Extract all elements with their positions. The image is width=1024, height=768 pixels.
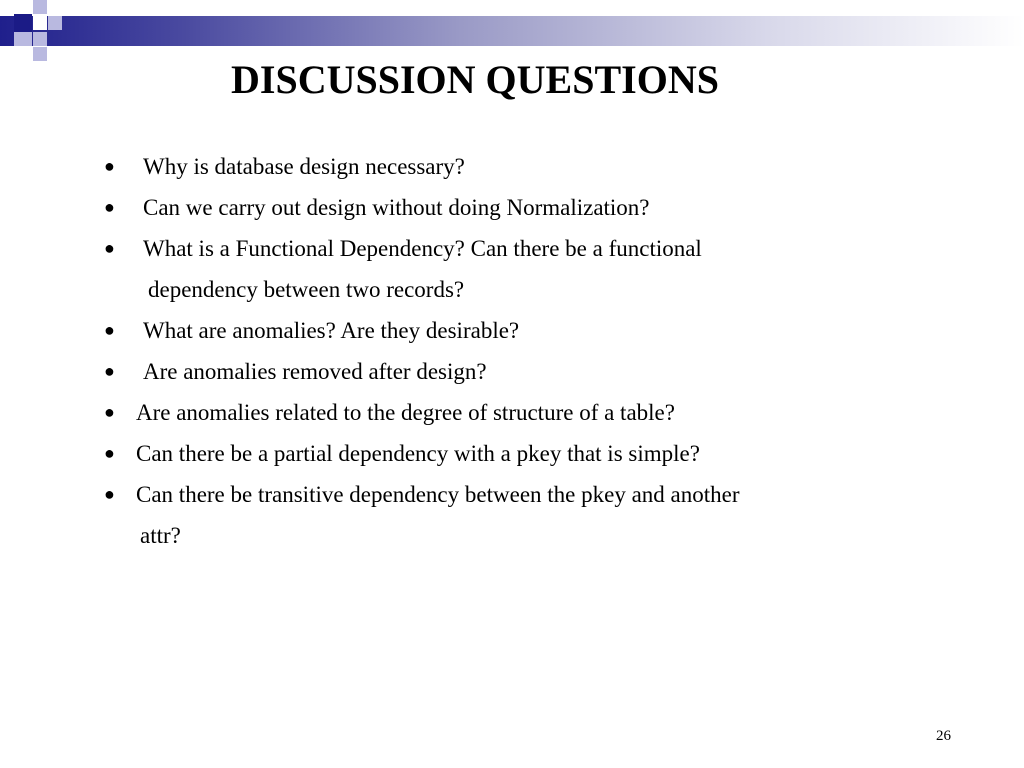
header-gradient-band <box>0 16 1024 46</box>
bullet-continuation-text: attr? <box>140 523 181 548</box>
bullet-item <box>100 351 980 392</box>
bullet-item <box>100 187 980 228</box>
slide-title: DISCUSSION QUESTIONS <box>231 57 719 102</box>
bullet-text: Are anomalies related to the degree of structure of a table? <box>136 400 675 425</box>
decor-square-icon <box>33 32 47 46</box>
bullet-continuation-text: dependency between two records? <box>148 277 465 302</box>
bullet-icon: ● <box>104 238 115 258</box>
bullet-item <box>100 146 980 187</box>
bullet-icon: ● <box>104 402 115 422</box>
decor-square-icon <box>33 14 47 30</box>
bullet-text: Can we carry out design without doing Normalization? <box>143 195 650 220</box>
bullet-item <box>100 228 980 269</box>
bullet-text: Are anomalies removed after design? <box>143 359 487 384</box>
bullet-icon: ● <box>104 156 115 176</box>
decor-square-icon <box>14 32 32 46</box>
bullet-item <box>100 310 980 351</box>
bullet-icon: ● <box>104 320 115 340</box>
bullet-icon: ● <box>104 197 115 217</box>
bullet-list <box>100 146 980 556</box>
bullet-item <box>100 433 980 474</box>
bullet-item <box>100 392 980 433</box>
bullet-icon: ● <box>104 443 115 463</box>
bullet-text: What is a Functional Dependency? Can there be a functional <box>143 236 702 261</box>
decor-square-icon <box>33 0 47 14</box>
bullet-icon: ● <box>104 361 115 381</box>
bullet-continuation <box>100 269 980 310</box>
decor-square-icon <box>48 16 62 30</box>
page-number: 26 <box>936 728 951 744</box>
bullet-text: Can there be transitive dependency between the pkey and another <box>136 482 740 507</box>
bullet-item <box>100 474 980 515</box>
decor-square-icon <box>14 14 32 32</box>
bullet-text: Why is database design necessary? <box>143 154 465 179</box>
decor-square-icon <box>62 0 76 14</box>
bullet-text: What are anomalies? Are they desirable? <box>143 318 520 343</box>
bullet-continuation <box>100 515 980 556</box>
bullet-icon: ● <box>104 484 115 504</box>
bullet-text: Can there be a partial dependency with a pkey that is simple? <box>136 441 700 466</box>
